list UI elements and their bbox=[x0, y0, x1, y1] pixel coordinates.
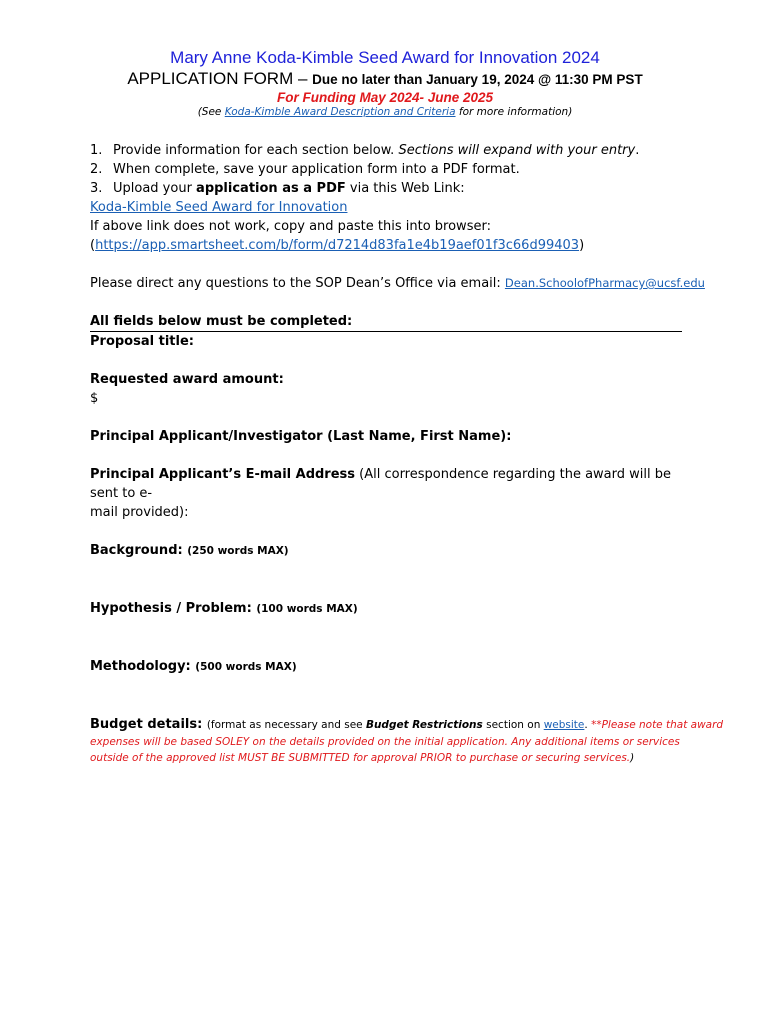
pi-email-label-row bbox=[90, 465, 682, 503]
proposal-title-label: Proposal title: bbox=[90, 334, 194, 349]
hypothesis-label-row bbox=[90, 599, 682, 619]
fallback-text: If above link does not work, copy and paste this into browser: bbox=[90, 219, 491, 234]
methodology-label-row bbox=[90, 657, 682, 677]
due-date: Due no later than January 19, 2024 @ 11:30 PM PST bbox=[312, 72, 643, 87]
instruction-step-2 bbox=[90, 160, 682, 179]
pi-name-label: Principal Applicant/Investigator (Last Name, First Name): bbox=[90, 429, 512, 444]
form-fields bbox=[90, 312, 724, 766]
form-subtitle bbox=[0, 69, 770, 89]
paren-open: ( bbox=[90, 238, 96, 253]
funding-period: For Funding May 2024- June 2025 bbox=[276, 90, 494, 105]
instruction-step-3 bbox=[90, 179, 682, 198]
budget-pre: (format as necessary and see bbox=[206, 719, 366, 731]
budget-note-2: expenses will be based SOLEY on the details provided on the initial application. Any additional items or services bbox=[90, 736, 680, 748]
budget-restrictions: Budget Restrictions bbox=[365, 719, 483, 731]
budget-note-3-row bbox=[90, 750, 682, 766]
step-text: When complete, save your application form into a PDF format. bbox=[113, 162, 520, 177]
form-label: APPLICATION FORM – bbox=[127, 69, 313, 88]
all-fields-required: All fields below must be completed: bbox=[90, 312, 682, 332]
budget-note-3: outside of the approved list MUST BE SUBMITTED for approval PRIOR to purchase or securing services. bbox=[90, 752, 631, 764]
methodology-limit: (500 words MAX) bbox=[195, 661, 297, 673]
pi-email-note: (All correspondence regarding the award will be sent to e- bbox=[90, 467, 671, 501]
fallback-url-line bbox=[90, 236, 682, 255]
questions-text: Please direct any questions to the SOP Dean’s Office via email: bbox=[90, 276, 505, 291]
background-label: Background: bbox=[90, 543, 188, 558]
award-amount-label: Requested award amount: bbox=[90, 372, 284, 387]
see-criteria-note bbox=[0, 106, 770, 118]
seed-award-link[interactable]: Koda-Kimble Seed Award for Innovation bbox=[90, 200, 348, 215]
budget-label: Budget details: bbox=[90, 717, 207, 732]
methodology-label: Methodology: bbox=[90, 659, 196, 674]
budget-dot: . bbox=[584, 719, 592, 731]
step-number: 1. bbox=[90, 143, 103, 158]
instruction-step-1 bbox=[90, 141, 682, 160]
background-limit: (250 words MAX) bbox=[187, 545, 289, 557]
step-number: 2. bbox=[90, 162, 103, 177]
questions-contact bbox=[90, 274, 705, 293]
pi-email-note-2: mail provided): bbox=[90, 505, 189, 520]
step-post: via this Web Link: bbox=[345, 181, 465, 196]
hypothesis-limit: (100 words MAX) bbox=[256, 603, 358, 615]
smartsheet-url-link[interactable]: https://app.smartsheet.com/b/form/d7214d83fa1e4b19aef01f3c66d99403 bbox=[95, 238, 580, 253]
form-title: Mary Anne Koda-Kimble Seed Award for Innovation 2024 bbox=[170, 48, 600, 67]
see-post: for more information) bbox=[455, 106, 573, 118]
budget-website-link[interactable]: website bbox=[543, 719, 585, 731]
hypothesis-label: Hypothesis / Problem: bbox=[90, 601, 257, 616]
budget-label-row bbox=[90, 715, 724, 734]
budget-close: ) bbox=[630, 752, 635, 764]
budget-note-1: **Please note that award bbox=[591, 719, 724, 731]
dean-email-link[interactable]: Dean.SchoolofPharmacy@ucsf.edu bbox=[504, 276, 705, 290]
step-text: Upload your bbox=[113, 181, 197, 196]
instructions bbox=[90, 141, 682, 255]
step-italic: Sections will expand with your entry bbox=[398, 143, 636, 158]
pi-email-label: Principal Applicant’s E-mail Address bbox=[90, 467, 356, 482]
step-number: 3. bbox=[90, 181, 103, 196]
award-amount-field[interactable]: $ bbox=[90, 391, 99, 406]
step-post: . bbox=[635, 143, 640, 158]
step-bold: application as a PDF bbox=[196, 181, 346, 196]
background-label-row bbox=[90, 541, 682, 561]
step-text: Provide information for each section below. bbox=[113, 143, 399, 158]
paren-close: ) bbox=[579, 238, 585, 253]
budget-mid: section on bbox=[482, 719, 544, 731]
criteria-link[interactable]: Koda-Kimble Award Description and Criteria bbox=[224, 106, 456, 118]
see-pre: (See bbox=[197, 106, 225, 118]
